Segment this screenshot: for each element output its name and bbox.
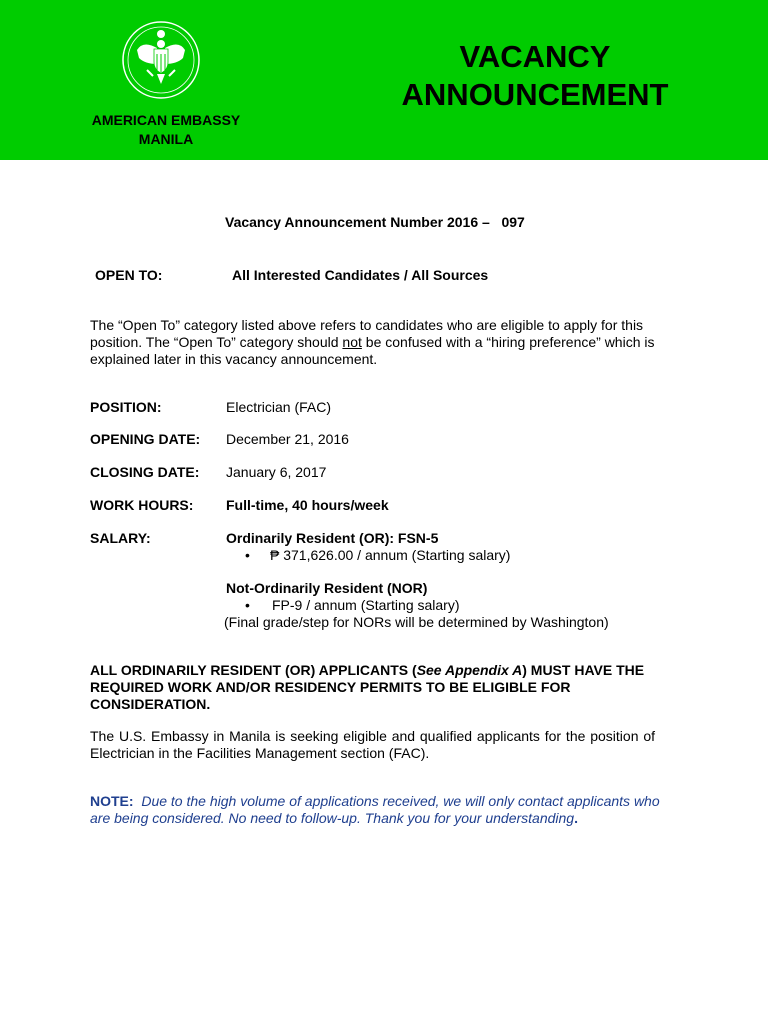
open-to-explanation-part1: The “Open To” category listed above refers to candidates who are eligible to apply for this position. The “Open To” category should bbox=[90, 317, 644, 350]
residency-requirement bbox=[90, 662, 656, 713]
note-end: . bbox=[574, 810, 578, 826]
residency-requirement-part1: ALL ORDINARILY RESIDENT (OR) APPLICANTS ( bbox=[90, 662, 417, 678]
open-to-explanation bbox=[90, 317, 656, 368]
embassy-name-line2: MANILA bbox=[138, 131, 194, 147]
note-paragraph bbox=[90, 793, 660, 827]
bullet-dot: • bbox=[245, 547, 250, 563]
or-salary-amount: ₱ 371,626.00 / annum (Starting salary) bbox=[270, 547, 511, 563]
salary-label: SALARY: bbox=[90, 530, 151, 546]
banner-title bbox=[380, 38, 690, 114]
position-intro: The U.S. Embassy in Manila is seeking eligible and qualified applicants for the position of Electrician in the Facilities Management section (FAC). bbox=[90, 728, 655, 761]
open-to-value: All Interested Candidates / All Sources bbox=[232, 267, 489, 283]
residency-requirement-part2: ) MUST HAVE THE REQUIRED WORK AND/OR RESIDENCY PERMITS TO BE ELIGIBLE FOR CONSIDERATION. bbox=[90, 662, 645, 712]
opening-date-value: December 21, 2016 bbox=[226, 431, 349, 447]
work-hours-label: WORK HOURS: bbox=[90, 497, 194, 513]
embassy-name-line1: AMERICAN EMBASSY bbox=[91, 112, 241, 128]
open-to-label: OPEN TO: bbox=[95, 267, 163, 283]
banner-title-line1: VACANCY bbox=[459, 39, 611, 74]
nor-salary-note: (Final grade/step for NORs will be determined by Washington) bbox=[224, 614, 609, 630]
nor-salary-heading: Not-Ordinarily Resident (NOR) bbox=[226, 580, 428, 596]
nor-salary-grade: FP-9 / annum (Starting salary) bbox=[272, 597, 460, 613]
header-banner bbox=[0, 0, 768, 160]
work-hours-value: Full-time, 40 hours/week bbox=[226, 497, 389, 513]
embassy-name bbox=[66, 111, 266, 149]
us-great-seal-icon bbox=[121, 20, 201, 100]
note-text: Due to the high volume of applications received, we will only contact applicants who are being considered. No need to follow-up. Thank you for your understanding bbox=[90, 793, 660, 826]
appendix-reference: See Appendix A bbox=[416, 662, 523, 678]
closing-date-label: CLOSING DATE: bbox=[90, 464, 200, 480]
closing-date-value: January 6, 2017 bbox=[226, 464, 327, 480]
banner-title-line2: ANNOUNCEMENT bbox=[401, 77, 669, 112]
vacancy-number-value: 097 bbox=[501, 214, 525, 230]
open-to-explanation-part2: be confused with a “hiring preference” which is explained later in this vacancy announcement. bbox=[90, 334, 655, 367]
position-value: Electrician (FAC) bbox=[226, 399, 332, 415]
or-salary-heading: Ordinarily Resident (OR): FSN-5 bbox=[226, 530, 439, 546]
vacancy-number-label: Vacancy Announcement Number 2016 – bbox=[225, 214, 490, 230]
opening-date-label: OPENING DATE: bbox=[90, 431, 201, 447]
vacancy-number bbox=[225, 214, 525, 231]
open-to-explanation-emphasis: not bbox=[342, 334, 362, 350]
position-label: POSITION: bbox=[90, 399, 162, 415]
bullet-dot: • bbox=[245, 597, 250, 613]
note-label: NOTE: bbox=[90, 793, 134, 809]
